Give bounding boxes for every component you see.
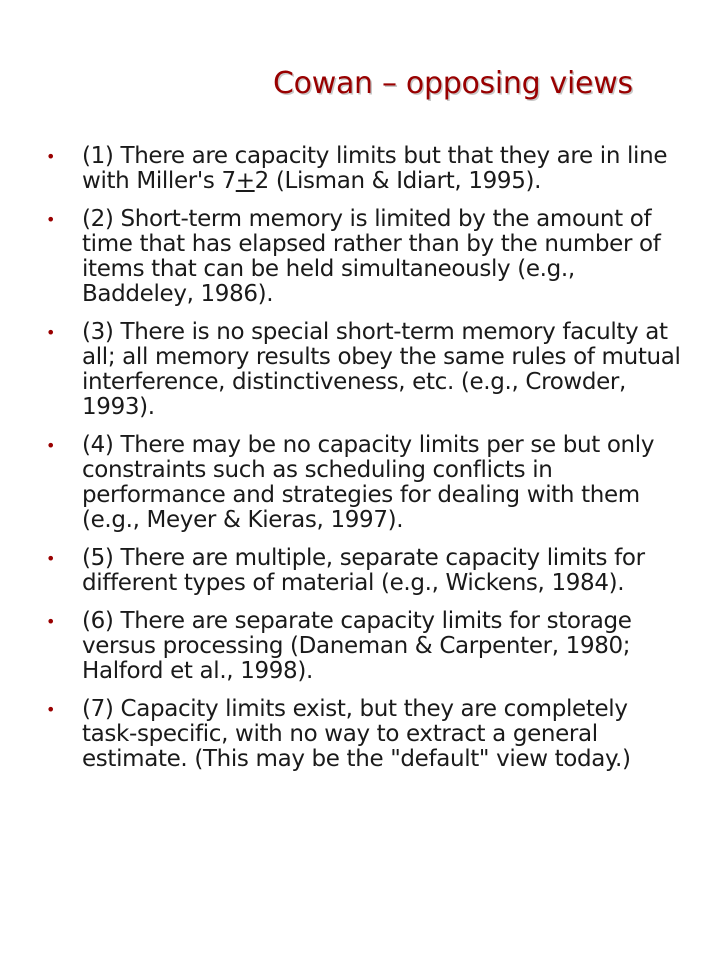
bullet-dot-icon: • [46,700,56,719]
bullet-dot-icon: • [46,612,56,631]
bullet-text: (7) Capacity limits exist, but they are completely task-specific, with no way to extract a general estimate. (This may be the "default" view today.) [82,696,631,772]
bullet-dot-icon: • [46,147,56,166]
bullet-text: (2) Short-term memory is limited by the amount of time that has elapsed rather than by the number of items that can be held simultaneously (e.g., Baddeley, 1986). [82,206,661,307]
bullet-dot-icon: • [46,210,56,229]
bullet-text-underlined: + [235,168,255,194]
bullet-text: (4) There may be no capacity limits per se but only constraints such as scheduling conflicts in performance and strategies for dealing with them (e.g., Meyer & Kieras, 1997). [82,432,655,533]
bullet-dot-icon: • [46,549,56,568]
bullet-item-2 [44,207,684,307]
bullet-text: (5) There are multiple, separate capacity limits for different types of material (e.g., Wickens, 1984). [82,545,645,596]
bullet-item-5 [44,546,684,596]
slide-title: Cowan – opposing views [273,66,633,101]
bullet-text: (3) There is no special short-term memory faculty at all; all memory results obey the same rules of mutual interference, distinctiveness, etc. (e.g., Crowder, 1993). [82,319,681,420]
bullet-item-6 [44,609,684,684]
bullet-item-4 [44,433,684,533]
bullet-text-after: 2 (Lisman & Idiart, 1995). [254,168,542,194]
bullet-dot-icon: • [46,436,56,455]
bullet-list [44,144,684,785]
bullet-text: (1) There are capacity limits but that they are in line with Miller's 7 [82,143,668,194]
bullet-item-7 [44,697,684,772]
bullet-item-3 [44,320,684,420]
bullet-dot-icon: • [46,323,56,342]
bullet-item-1 [44,144,684,194]
bullet-text: (6) There are separate capacity limits for storage versus processing (Daneman & Carpenter, 1980; Halford et al., 1998). [82,608,632,684]
